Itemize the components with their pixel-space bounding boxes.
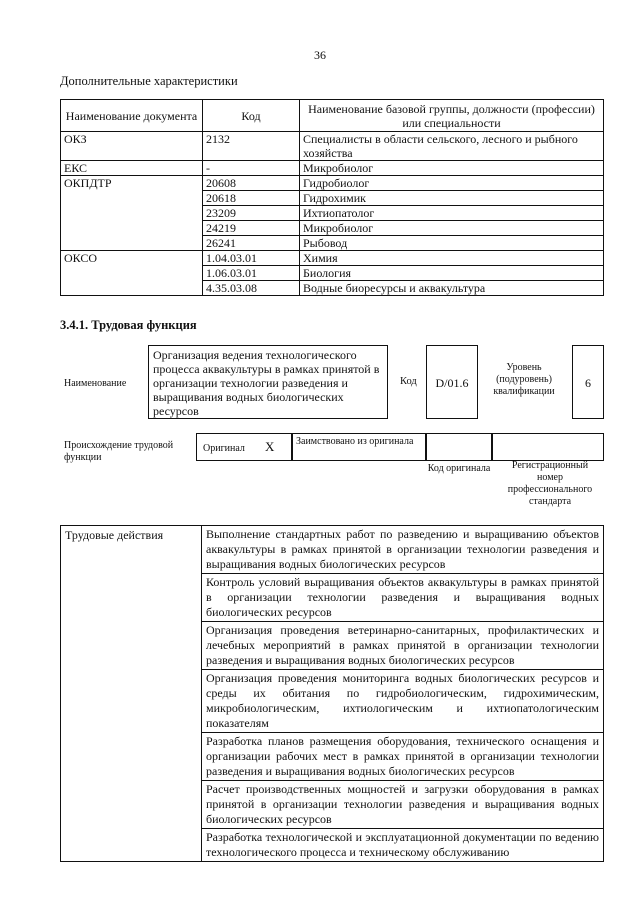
cell-name: Гидрохимик <box>300 191 604 206</box>
cell-name: Микробиолог <box>300 221 604 236</box>
cell-code: 1.06.03.01 <box>203 266 300 281</box>
cell-code: 23209 <box>203 206 300 221</box>
cell-name: Микробиолог <box>300 161 604 176</box>
section-title: 3.4.1. Трудовая функция <box>60 318 197 332</box>
table-row <box>61 161 604 176</box>
cell-code: 4.35.03.08 <box>203 281 300 296</box>
cell-code: 20618 <box>203 191 300 206</box>
col-header-code: Код <box>203 100 300 132</box>
borrowed-label: Заимствовано из оригинала <box>296 436 414 447</box>
function-code: D/01.6 <box>426 345 478 419</box>
cell-name: Водные биоресурсы и аквакультура <box>300 281 604 296</box>
labor-actions-table <box>60 525 604 862</box>
function-name-label: Наименование <box>64 378 127 389</box>
table-row <box>61 132 604 161</box>
labor-action: Разработка планов размещения оборудования, технического оснащения и организации рабочих мест в рамках принятой в организации технологии разведения и выращивания водных биологических ресурсов <box>202 733 604 781</box>
table-row <box>61 526 604 574</box>
code-original-cell <box>426 433 492 461</box>
cell-doc: ОКЗ <box>61 132 203 161</box>
cell-doc: ЕКС <box>61 161 203 176</box>
reg-number-cell <box>492 433 604 461</box>
section-heading: Дополнительные характеристики <box>60 74 238 88</box>
cell-name: Ихтиопатолог <box>300 206 604 221</box>
cell-name: Гидробиолог <box>300 176 604 191</box>
cell-code: 26241 <box>203 236 300 251</box>
labor-action: Организация проведения ветеринарно-санитарных, профилактических и лечебных мероприятий в рамках принятой в организации технологии разведения и выращивания водных биологических ресурсов <box>202 622 604 670</box>
table-row <box>61 251 604 266</box>
function-origin-label: Происхождение трудовой функции <box>64 440 174 463</box>
cell-name: Специалисты в области сельского, лесного и рыбного хозяйства <box>300 132 604 161</box>
cell-doc: ОКПДТР <box>61 176 203 251</box>
reg-number-label: Регистрационный номер профессионального стандарта <box>507 460 593 507</box>
qualification-level: 6 <box>572 345 604 419</box>
cell-code: 20608 <box>203 176 300 191</box>
page-number: 36 <box>314 48 326 62</box>
cell-code: 1.04.03.01 <box>203 251 300 266</box>
original-mark: X <box>265 439 275 454</box>
labor-action: Расчет производственных мощностей и загрузки оборудования в рамках принятой в организации технологии разведения и выращивания водных биологических ресурсов <box>202 781 604 829</box>
function-code-label: Код <box>400 376 417 387</box>
function-name: Организация ведения технологического процесса аквакультуры в рамках принятой в организации технологии разведения и выращивания водных биологических ресурсов <box>148 345 388 419</box>
qualification-level-label: Уровень (подуровень) квалификации <box>493 362 555 397</box>
labor-action: Разработка технологической и эксплуатационной документации по ведению технологического процесса и техническому обслуживанию <box>202 829 604 862</box>
labor-action: Контроль условий выращивания объектов аквакультуры в рамках принятой в организации технологии разведения и выращивания водных биологических ресурсов <box>202 574 604 622</box>
code-original-label: Код оригинала <box>427 463 491 474</box>
table-row <box>61 176 604 191</box>
characteristics-table <box>60 99 604 296</box>
cell-code: 2132 <box>203 132 300 161</box>
cell-name: Химия <box>300 251 604 266</box>
labor-action: Выполнение стандартных работ по разведению и выращиванию объектов аквакультуры в рамках принятой в организации технологии разведения и выращивания водных биологических ресурсов <box>202 526 604 574</box>
original-cell <box>196 433 292 461</box>
col-header-name: Наименование базовой группы, должности (профессии) или специальности <box>300 100 604 132</box>
borrowed-cell <box>292 433 426 461</box>
col-header-document: Наименование документа <box>61 100 203 132</box>
table-header-row <box>61 100 604 132</box>
cell-doc: ОКСО <box>61 251 203 296</box>
cell-code: - <box>203 161 300 176</box>
labor-action: Организация проведения мониторинга водных биологических ресурсов и среды их обитания по гидробиологическим, гидрохимическим, микробиологическим, ихтиологическим и ихтиопатологическим показателям <box>202 670 604 733</box>
cell-code: 24219 <box>203 221 300 236</box>
cell-name: Биология <box>300 266 604 281</box>
cell-name: Рыбовод <box>300 236 604 251</box>
original-label: Оригинал <box>203 443 245 454</box>
labor-actions-label: Трудовые действия <box>61 526 202 862</box>
